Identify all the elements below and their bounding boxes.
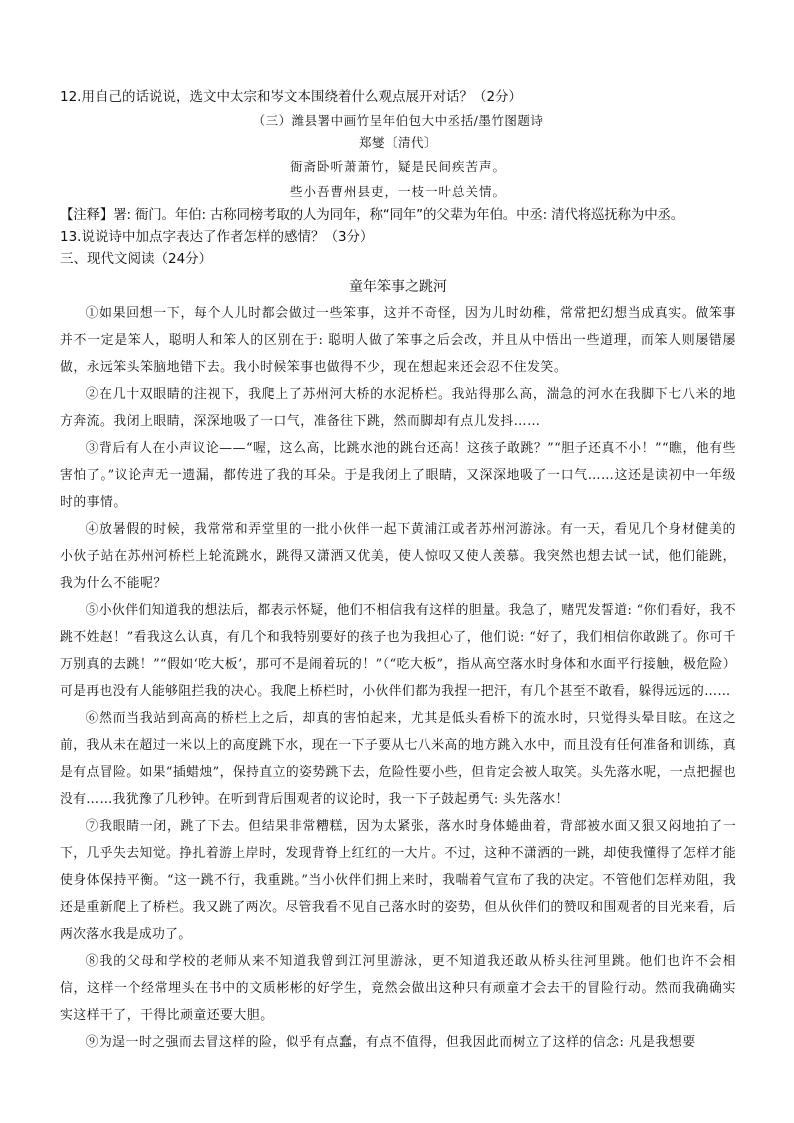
question-13: 13.说说诗中加点字表达了作者怎样的感情？（3分） — [60, 229, 374, 245]
essay-title: 童年笨事之跳河 — [349, 279, 447, 295]
essay-paragraph: ⑤小伙伴们知道我的想法后，都表示怀疑，他们不相信我有这样的胆量。我急了，赌咒发誓道: “你们看好，我不跳不姓赵！”看我这么认真，有几个和我特别要好的孩子也为我担心了，他们说: “好了，我们相信你敢跳了。你可千万别真的去跳！”“假如‘吃大板’，那可不是闹着玩的！”（“吃大板”，指从高空落水时身体和水面平行接触，极危险）可是再也没有人能够阻拦我的决心。我爬上桥栏时，小伙伴们都为我捏一把汗，有几个甚至不敢看，躲得远远的…… — [60, 603, 736, 699]
essay-paragraph: ⑦我眼睛一闭，跳了下去。但结果非常糟糕，因为太紧张，落水时身体蜷曲着，背部被水面又狠又闷地拍了一下，几乎失去知觉。挣扎着游上岸时，发现背脊上红红的一大片。不过，这种不潇洒的一跳，却使我懂得了怎样才能使身体保持平衡。“这一跳不行，我重跳。”当小伙伴们拥上来时，我喘着气宣布了我的决定。不管他们怎样劝阻，我还是重新爬上了桥栏。我又跳了两次。尽管我看不见自己落水时的姿势，但从伙伴们的赞叹和围观者的目光来看，后两次落水我是成功了。 — [60, 819, 736, 942]
essay-paragraph: ⑨为逞一时之强而去冒这样的险，似乎有点蠢，有点不值得，但我因此而树立了这样的信念: 凡是我想要 — [85, 1035, 696, 1050]
poem-line-1: 衙斋卧听萧萧竹，疑是民间疾苦声。 — [289, 159, 506, 174]
poem-line-2: 些小吾曹州县吏，一枝一叶总关情。 — [289, 184, 506, 199]
essay-paragraph: ③背后有人在小声议论——“喔，这么高，比跳水池的跳台还高！这孩子敢跳？”“胆子还真不小！”“瞧，他有些害怕了。”议论声无一遗漏，都传进了我的耳朵。于是我闭上了眼睛，又深深地吸了一口气……这还是读初中一年级时的事情。 — [60, 441, 736, 510]
essay-paragraph: ①如果回想一下，每个人儿时都会做过一些笨事，这并不奇怪，因为儿时幼稚，常常把幻想当成真实。做笨事并不一定是笨人，聪明人和笨人的区别在于: 聪明人做了笨事之后会改，并且从中悟出一些道理，而笨人则屡错屡做，永远笨头笨脑地错下去。我小时候笨事也做得不少，现在想起来还会忍不住发笑。 — [60, 306, 736, 375]
essay-paragraph: ④放暑假的时候，我常常和弄堂里的一批小伙伴一起下黄浦江或者苏州河游泳。有一天，看见几个身材健美的小伙子站在苏州河桥栏上轮流跳水，跳得又潇洒又优美，使人惊叹又使人羡慕。我突然也想去试一试，他们能跳，我为什么不能呢？ — [60, 522, 736, 591]
annotation: 【注释】署: 衙门。年伯: 古称同榜考取的人为同年，称“同年”的父辈为年伯。中丞: 清代将巡抚称为中丞。 — [60, 207, 685, 223]
question-12: 12.用自己的话说说，选文中太宗和岑文本围绕着什么观点展开对话？（2分） — [60, 89, 523, 105]
essay-paragraph: ⑥然而当我站到高高的桥栏上之后，却真的害怕起来，尤其是低头看桥下的流水时，只觉得头晕目眩。在这之前，我从未在超过一米以上的高度跳下水，现在一下子要从七八米高的地方跳入水中，而且没有任何准备和训练，真是有点冒险。如果“插蜡烛”，保持直立的姿势跳下去，危险性要小些，但肯定会被人取笑。头先落水呢，一点把握也没有……我犹豫了几秒钟。在听到背后围观者的议论时，我一下子鼓起勇气: 头先落水！ — [60, 711, 736, 807]
section-heading: 三、现代文阅读（24分） — [60, 251, 213, 267]
exam-page — [60, 86, 736, 1056]
poem-title: （三）潍县署中画竹呈年伯包大中丞括/墨竹图题诗 — [252, 113, 544, 128]
essay-paragraph: ②在几十双眼睛的注视下，我爬上了苏州河大桥的水泥桥栏。我站得那么高，湍急的河水在我脚下七八米的地方奔流。我闭上眼睛，深深地吸了一口气，准备往下跳，然而脚却有点儿发抖…… — [60, 387, 736, 429]
essay-paragraph: ⑧我的父母和学校的老师从来不知道我曾到江河里游泳，更不知道我还敢从桥头往河里跳。他们也许不会相信，这样一个经常埋头在书中的文质彬彬的好学生，竟然会做出这种只有顽童才会去干的冒险行动。然而我确确实实这样干了，干得比顽童还要大胆。 — [60, 954, 736, 1023]
poem-author: 郑燮〔清代〕 — [358, 135, 437, 150]
